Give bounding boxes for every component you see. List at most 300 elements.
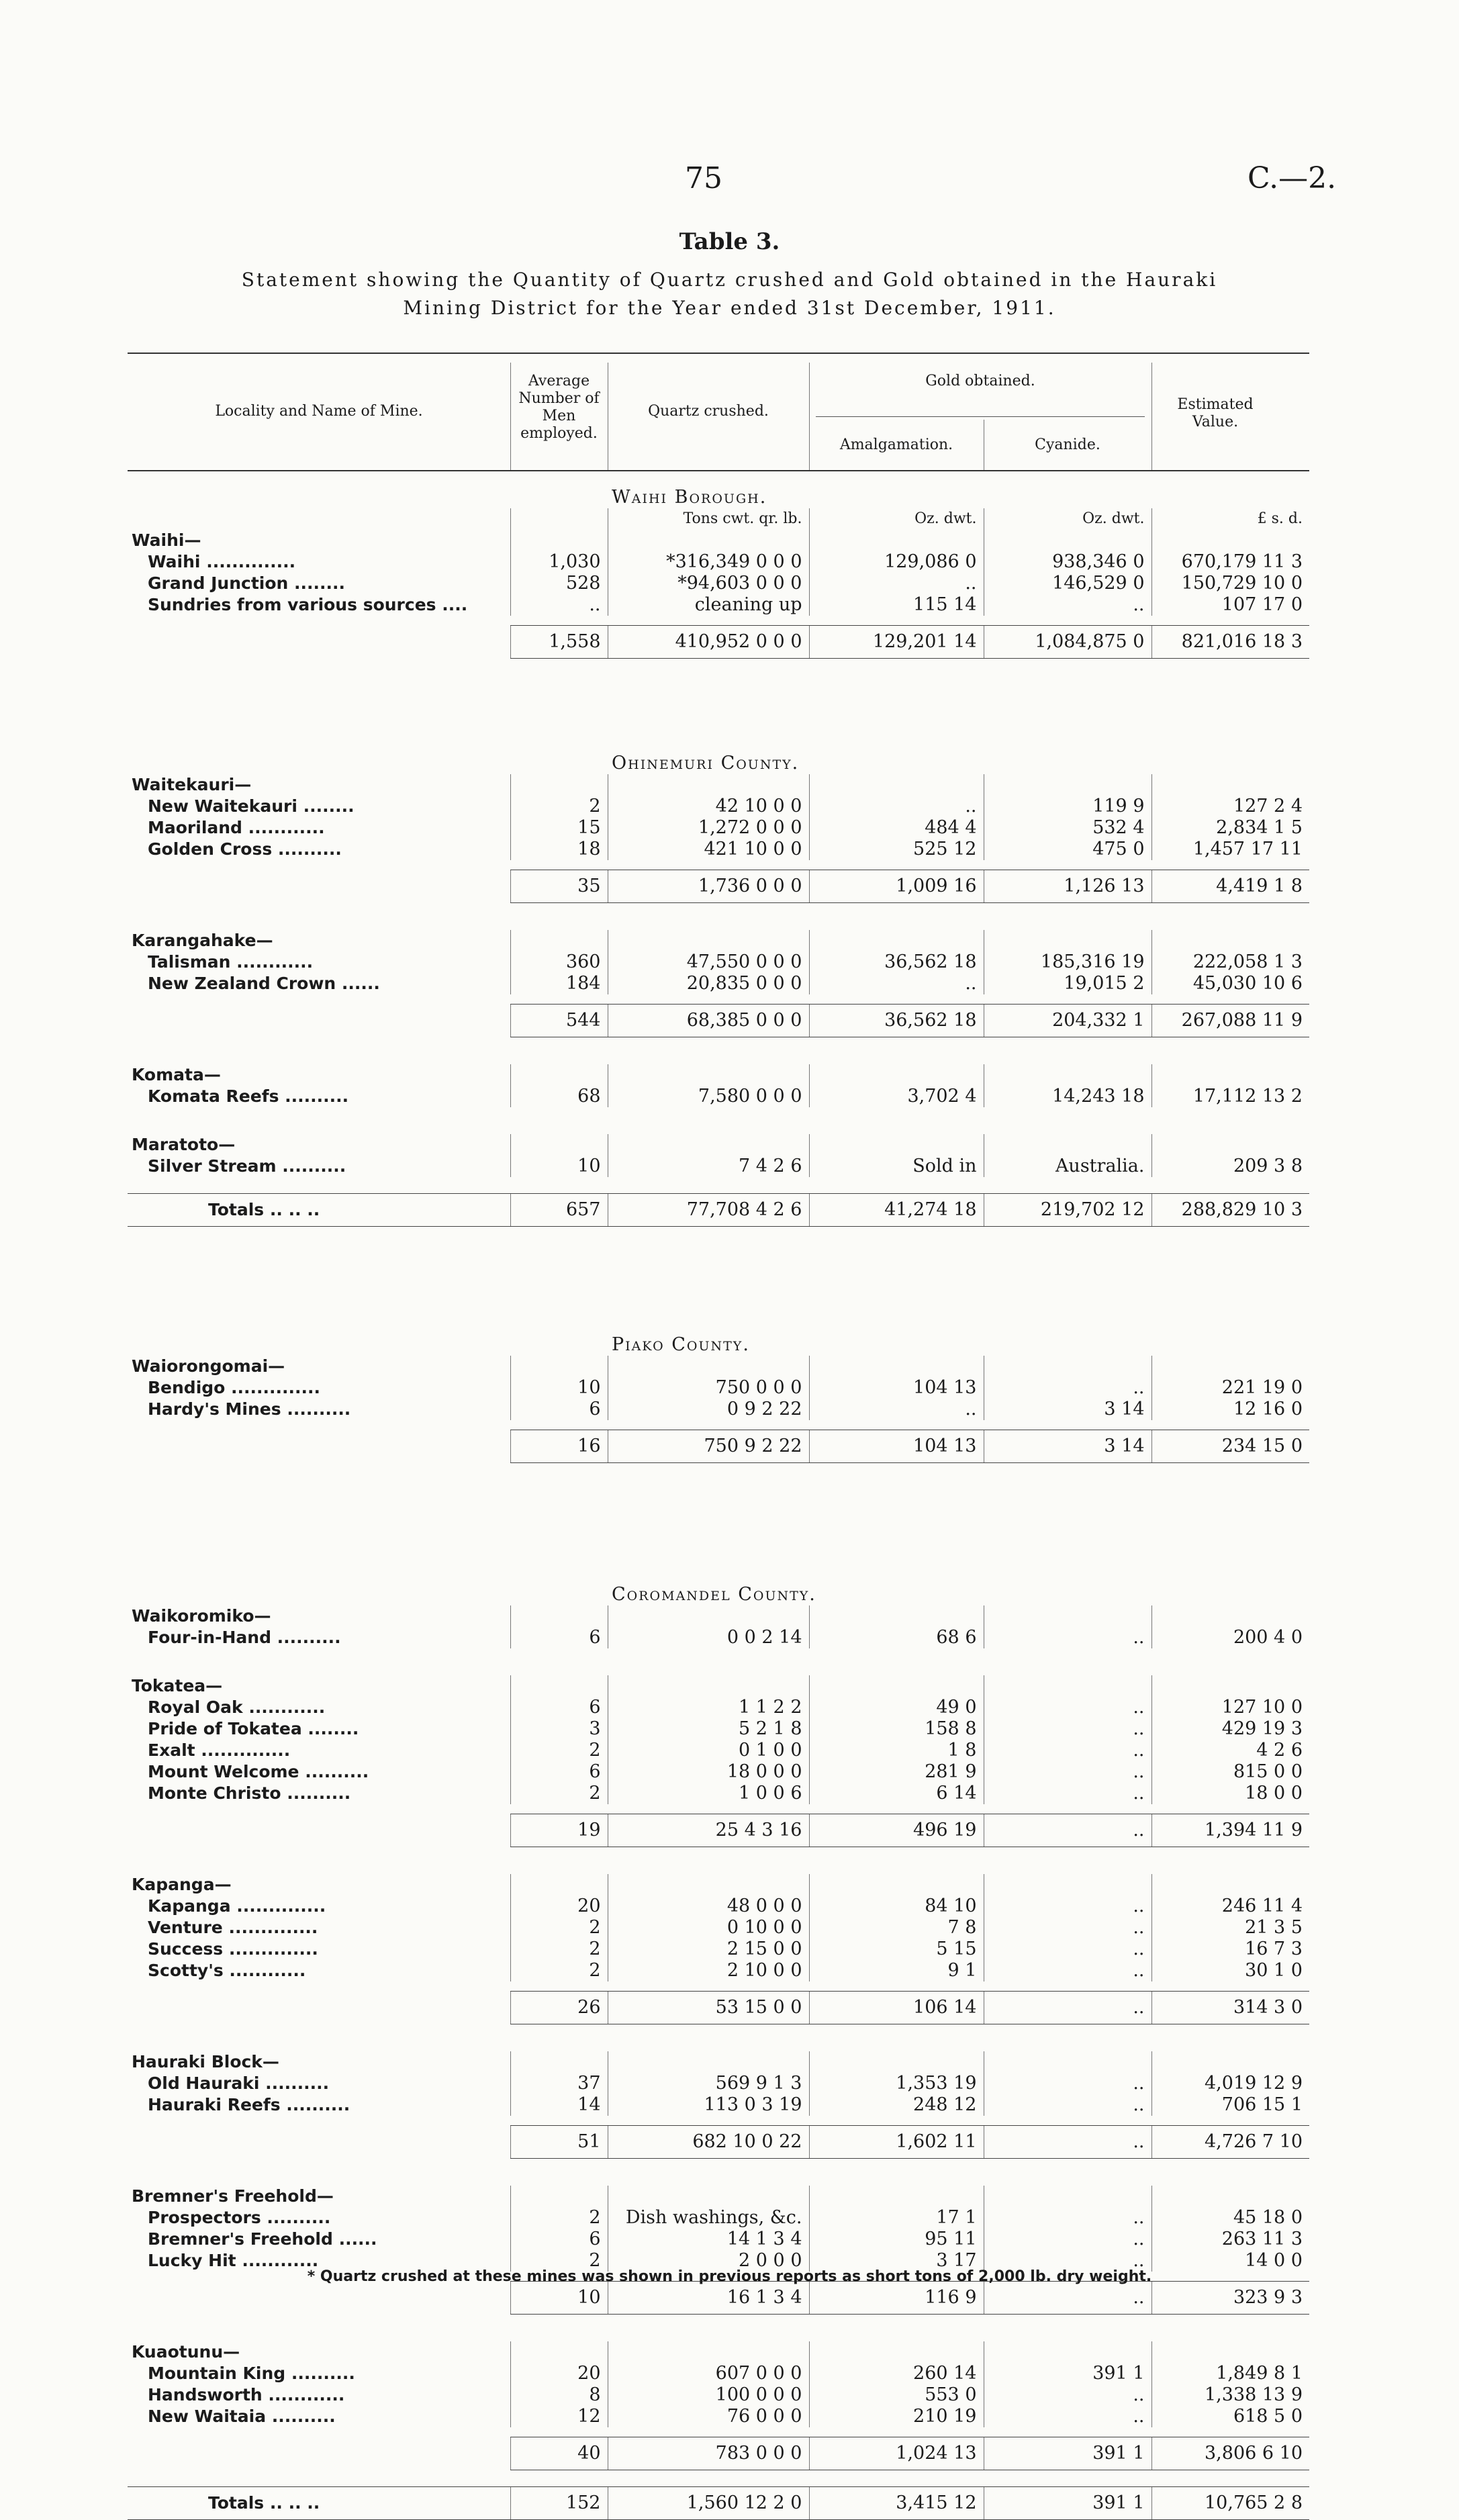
men-cell: 1,030 (510, 551, 608, 573)
spacer-row (128, 1107, 1309, 1134)
blank (809, 2051, 984, 2073)
blank (510, 2051, 608, 2073)
blank (984, 1605, 1151, 1627)
amalgamation-cell: 17 1 (809, 2207, 984, 2229)
county-spacer (1151, 1334, 1309, 1356)
men-cell: 2 (510, 1740, 608, 1761)
quartz-cell: 113 0 3 19 (608, 2094, 809, 2116)
blank (608, 1874, 809, 1896)
mine-row (128, 1740, 1309, 1761)
blank (984, 2051, 1151, 2073)
men-cell: 19 (510, 1814, 608, 1847)
amalgamation-cell: 7 8 (809, 1917, 984, 1939)
subtotal-row (128, 626, 1309, 659)
amalgamation-cell: .. (809, 973, 984, 994)
men-cell: 37 (510, 2073, 608, 2094)
mine-name: New Waitekauri ........ (148, 796, 355, 816)
county-spacer (128, 487, 510, 508)
value-cell: 45 18 0 (1151, 2207, 1309, 2229)
cyanide-cell: .. (984, 1740, 1151, 1761)
value-cell: 12 16 0 (1151, 1399, 1309, 1420)
blank (608, 2341, 809, 2363)
amalgamation-cell: 496 19 (809, 1814, 984, 1847)
mine-name: Handsworth ............ (148, 2385, 345, 2405)
spacer-cell (128, 2470, 1309, 2487)
mine-name: Hauraki Reefs .......... (148, 2095, 350, 2114)
statement-line-1: Statement showing the Quantity of Quartz crushed and Gold obtained in the Hauraki (241, 269, 1218, 291)
blank (1151, 2051, 1309, 2073)
blank (608, 1605, 809, 1627)
locality-row (128, 930, 1309, 951)
blank (809, 930, 984, 951)
spacer-cell (128, 1847, 1309, 1875)
amalgamation-cell: 1,024 13 (809, 2437, 984, 2470)
spacer-cell (128, 1981, 1309, 1992)
blank (1151, 1605, 1309, 1627)
blank (510, 1356, 608, 1377)
mine-row (128, 2207, 1309, 2229)
header-gold-rule (816, 416, 1145, 417)
quartz-cell: 1,560 12 2 0 (608, 2487, 809, 2520)
men-cell: 2 (510, 1783, 608, 1804)
men-cell: 10 (510, 2282, 608, 2315)
units-cyanide: Oz. dwt. (984, 508, 1151, 530)
blank (1151, 1356, 1309, 1377)
county-spacer (128, 1334, 510, 1356)
table-body (128, 487, 1309, 2520)
blank (984, 2341, 1151, 2363)
county-spacer (510, 487, 608, 508)
spacer-cell (128, 1037, 1309, 1065)
men-cell: 16 (510, 1430, 608, 1463)
cyanide-cell: 938,346 0 (984, 551, 1151, 573)
men-cell: 20 (510, 2363, 608, 2384)
cyanide-cell: .. (984, 1939, 1151, 1960)
spacer-cell (128, 1463, 1309, 1585)
subtotal-row (128, 1992, 1309, 2024)
amalgamation-cell: 129,086 0 (809, 551, 984, 573)
county-heading: Coromandel County. (612, 1584, 816, 1605)
blank (1151, 1874, 1309, 1896)
header-locality: Locality and Name of Mine. (215, 403, 423, 420)
value-cell: 429 19 3 (1151, 1718, 1309, 1740)
amalgamation-cell: 553 0 (809, 2384, 984, 2406)
header-quartz: Quartz crushed. (648, 403, 769, 420)
subtotal-row (128, 2126, 1309, 2159)
mine-name: Kapanga .............. (148, 1896, 326, 1916)
spacer-row (128, 903, 1309, 931)
cyanide-cell: .. (984, 2282, 1151, 2315)
value-cell: 4 2 6 (1151, 1740, 1309, 1761)
spacer-cell (128, 2116, 1309, 2126)
mine-row (128, 2073, 1309, 2094)
mine-row (128, 1783, 1309, 1804)
locality-label: Tokatea— (132, 1676, 223, 1695)
amalgamation-cell: 36,562 18 (809, 951, 984, 973)
blank (809, 1675, 984, 1697)
value-cell: 1,849 8 1 (1151, 2363, 1309, 2384)
cyanide-cell: 3 14 (984, 1399, 1151, 1420)
locality-label: Waihi— (132, 530, 201, 550)
quartz-cell: 14 1 3 4 (608, 2229, 809, 2250)
spacer-row (128, 1648, 1309, 1675)
mine-row (128, 1960, 1309, 1981)
locality-row (128, 2341, 1309, 2363)
men-cell: 6 (510, 1697, 608, 1718)
mine-row (128, 551, 1309, 573)
quartz-cell: Dish washings, &c. (608, 2207, 809, 2229)
county-spacer (510, 753, 608, 774)
header-average-men: Average Number of Men employed. (518, 373, 600, 442)
value-cell: 150,729 10 0 (1151, 573, 1309, 594)
totals-label: Totals .. .. .. (128, 2487, 510, 2520)
totals-label: Totals .. .. .. (128, 1194, 510, 1227)
value-cell: 10,765 2 8 (1151, 2487, 1309, 2520)
county-spacer (984, 1584, 1151, 1605)
cyanide-cell: 204,332 1 (984, 1005, 1151, 1037)
totals-row (128, 1194, 1309, 1227)
spacer-cell (128, 659, 1309, 753)
men-cell: .. (510, 594, 608, 616)
men-cell: 6 (510, 1627, 608, 1648)
men-cell: 657 (510, 1194, 608, 1227)
locality-label: Maratoto— (132, 1135, 236, 1154)
cyanide-cell: 475 0 (984, 839, 1151, 860)
value-cell: 815 0 0 (1151, 1761, 1309, 1783)
value-cell: 4,019 12 9 (1151, 2073, 1309, 2094)
spacer-row (128, 1847, 1309, 1875)
amalgamation-cell: 3,702 4 (809, 1086, 984, 1107)
cyanide-cell: .. (984, 2207, 1151, 2229)
value-cell: 221 19 0 (1151, 1377, 1309, 1399)
cyanide-cell: .. (984, 1896, 1151, 1917)
subtotal-label (128, 1992, 510, 2024)
quartz-cell: 1 0 0 6 (608, 1783, 809, 1804)
quartz-cell: 2 10 0 0 (608, 1960, 809, 1981)
men-cell: 18 (510, 839, 608, 860)
amalgamation-cell: 281 9 (809, 1761, 984, 1783)
mine-name: Sundries from various sources .... (148, 595, 468, 614)
cyanide-cell: .. (984, 1377, 1151, 1399)
blank (1151, 530, 1309, 551)
blank (510, 2341, 608, 2363)
cyanide-cell: .. (984, 1917, 1151, 1939)
value-cell: 222,058 1 3 (1151, 951, 1309, 973)
cyanide-cell: .. (984, 2406, 1151, 2427)
cyanide-cell: 391 1 (984, 2363, 1151, 2384)
spacer-row (128, 994, 1309, 1005)
men-cell: 35 (510, 870, 608, 903)
men-cell: 2 (510, 2207, 608, 2229)
mine-row (128, 1627, 1309, 1648)
locality-row (128, 1874, 1309, 1896)
spacer-row (128, 616, 1309, 626)
value-cell: 3,806 6 10 (1151, 2437, 1309, 2470)
county-heading-row (128, 487, 1309, 508)
amalgamation-cell: 1 8 (809, 1740, 984, 1761)
header-bottom-rule (128, 470, 1309, 471)
mine-name: Venture .............. (148, 1918, 318, 1937)
value-cell: 14 0 0 (1151, 2250, 1309, 2272)
gold-statement-table (128, 487, 1309, 2520)
amalgamation-cell: 3,415 12 (809, 2487, 984, 2520)
spacer-row (128, 2470, 1309, 2487)
men-cell: 26 (510, 1992, 608, 2024)
men-cell: 3 (510, 1718, 608, 1740)
blank (984, 2186, 1151, 2207)
blank (984, 1675, 1151, 1697)
mine-name: Waihi .............. (148, 552, 296, 571)
value-cell: 4,419 1 8 (1151, 870, 1309, 903)
quartz-cell: 7 4 2 6 (608, 1156, 809, 1177)
mine-name: Komata Reefs .......... (148, 1086, 349, 1106)
county-heading-row (128, 753, 1309, 774)
spacer-row (128, 1463, 1309, 1585)
cyanide-cell: .. (984, 1627, 1151, 1648)
amalgamation-cell: 5 15 (809, 1939, 984, 1960)
mine-row (128, 573, 1309, 594)
mine-name: Golden Cross .......... (148, 839, 342, 859)
blank (1151, 2341, 1309, 2363)
mine-name: Pride of Tokatea ........ (148, 1719, 359, 1738)
men-cell: 2 (510, 1960, 608, 1981)
quartz-cell: 0 10 0 0 (608, 1917, 809, 1939)
locality-label: Komata— (132, 1065, 221, 1084)
blank (510, 930, 608, 951)
blank (510, 1064, 608, 1086)
blank (984, 1064, 1151, 1086)
spacer-row (128, 659, 1309, 753)
county-heading: Waihi Borough. (612, 487, 767, 508)
value-cell: 21 3 5 (1151, 1917, 1309, 1939)
locality-row (128, 2186, 1309, 2207)
locality-row (128, 1356, 1309, 1377)
blank (809, 1356, 984, 1377)
amalgamation-cell: 248 12 (809, 2094, 984, 2116)
locality-row (128, 1064, 1309, 1086)
amalgamation-cell: 116 9 (809, 2282, 984, 2315)
cyanide-cell: .. (984, 1960, 1151, 1981)
mine-name: Prospectors .......... (148, 2208, 331, 2227)
amalgamation-cell: 1,009 16 (809, 870, 984, 903)
spacer-cell (128, 1420, 1309, 1430)
amalgamation-cell: 115 14 (809, 594, 984, 616)
quartz-cell: 42 10 0 0 (608, 796, 809, 817)
cyanide-cell: 185,316 19 (984, 951, 1151, 973)
mine-name: Success .............. (148, 1939, 318, 1959)
header-top-rule (128, 353, 1309, 354)
mine-name: Exalt .............. (148, 1740, 291, 1760)
spacer-cell (128, 1648, 1309, 1675)
footnote: * Quartz crushed at these mines was shown in previous reports as short tons of 2,000 lb. dry weight. (307, 2268, 1152, 2285)
value-cell: 706 15 1 (1151, 2094, 1309, 2116)
blank (809, 1064, 984, 1086)
quartz-cell: 0 9 2 22 (608, 1399, 809, 1420)
mine-row (128, 951, 1309, 973)
quartz-cell: 1 1 2 2 (608, 1697, 809, 1718)
value-cell: 314 3 0 (1151, 1992, 1309, 2024)
men-cell: 152 (510, 2487, 608, 2520)
spacer-cell (128, 1177, 1309, 1194)
cyanide-cell: 146,529 0 (984, 573, 1151, 594)
blank (1151, 930, 1309, 951)
amalgamation-cell: 525 12 (809, 839, 984, 860)
mine-row (128, 1156, 1309, 1177)
blank (608, 2186, 809, 2207)
amalgamation-cell: 41,274 18 (809, 1194, 984, 1227)
spacer-row (128, 2024, 1309, 2052)
county-spacer (984, 1334, 1151, 1356)
subtotal-label (128, 2282, 510, 2315)
value-cell: 18 0 0 (1151, 1783, 1309, 1804)
quartz-cell: 18 0 0 0 (608, 1761, 809, 1783)
men-cell: 544 (510, 1005, 608, 1037)
mine-name: Royal Oak ............ (148, 1697, 326, 1717)
spacer-cell (128, 1804, 1309, 1814)
value-cell: 45,030 10 6 (1151, 973, 1309, 994)
amalgamation-cell: 260 14 (809, 2363, 984, 2384)
locality-label: Waiorongomai— (132, 1356, 285, 1376)
locality-label: Hauraki Block— (132, 2052, 279, 2071)
locality-row (128, 774, 1309, 796)
mine-row (128, 1377, 1309, 1399)
value-cell: 1,457 17 11 (1151, 839, 1309, 860)
men-cell: 10 (510, 1377, 608, 1399)
cyanide-cell: 14,243 18 (984, 1086, 1151, 1107)
cyanide-cell: 532 4 (984, 817, 1151, 839)
blank (608, 1675, 809, 1697)
amalgamation-cell: 1,353 19 (809, 2073, 984, 2094)
quartz-cell: cleaning up (608, 594, 809, 616)
blank (510, 1134, 608, 1156)
quartz-cell: 1,736 0 0 0 (608, 870, 809, 903)
value-cell: 618 5 0 (1151, 2406, 1309, 2427)
mine-row (128, 2094, 1309, 2116)
mine-name: Scotty's ............ (148, 1961, 306, 1980)
men-cell: 8 (510, 2384, 608, 2406)
blank (510, 774, 608, 796)
cyanide-cell: .. (984, 1814, 1151, 1847)
mine-row (128, 2229, 1309, 2250)
blank (984, 1356, 1151, 1377)
subtotal-row (128, 1814, 1309, 1847)
men-cell: 2 (510, 796, 608, 817)
men-cell: 51 (510, 2126, 608, 2159)
blank (1151, 1134, 1309, 1156)
subtotal-row (128, 2437, 1309, 2470)
quartz-cell: 2 15 0 0 (608, 1939, 809, 1960)
blank (608, 530, 809, 551)
spacer-cell (128, 994, 1309, 1005)
value-cell: 670,179 11 3 (1151, 551, 1309, 573)
units-quartz: Tons cwt. qr. lb. (608, 508, 809, 530)
cyanide-cell: .. (984, 1783, 1151, 1804)
mine-name: New Zealand Crown ...... (148, 974, 380, 993)
blank (608, 774, 809, 796)
county-spacer (1151, 487, 1309, 508)
county-spacer (1151, 1584, 1309, 1605)
quartz-cell: 410,952 0 0 0 (608, 626, 809, 659)
value-cell: 200 4 0 (1151, 1627, 1309, 1648)
value-cell: 1,394 11 9 (1151, 1814, 1309, 1847)
value-cell: 2,834 1 5 (1151, 817, 1309, 839)
spacer-cell (128, 616, 1309, 626)
cyanide-cell: .. (984, 594, 1151, 616)
quartz-cell: 20,835 0 0 0 (608, 973, 809, 994)
subtotal-label (128, 626, 510, 659)
mine-name: Old Hauraki .......... (148, 2073, 330, 2093)
county-heading: Ohinemuri County. (612, 753, 800, 774)
subtotal-label (128, 870, 510, 903)
mine-name: Talisman ............ (148, 952, 314, 972)
cyanide-cell: .. (984, 2094, 1151, 2116)
blank (1151, 2186, 1309, 2207)
spacer-row (128, 2116, 1309, 2126)
cyanide-cell: .. (984, 1697, 1151, 1718)
cyanide-cell: Australia. (984, 1156, 1151, 1177)
spacer-row (128, 1227, 1309, 1335)
quartz-cell: 0 0 2 14 (608, 1627, 809, 1648)
mine-row (128, 1399, 1309, 1420)
men-cell: 1,558 (510, 626, 608, 659)
mine-name: Bremner's Freehold ...... (148, 2229, 377, 2249)
units-value: £ s. d. (1151, 508, 1309, 530)
quartz-cell: 750 9 2 22 (608, 1430, 809, 1463)
value-cell: 821,016 18 3 (1151, 626, 1309, 659)
county-spacer (510, 1334, 608, 1356)
header-gold-obtained: Gold obtained. (925, 373, 1035, 389)
cyanide-cell: .. (984, 2229, 1151, 2250)
amalgamation-cell: 3 17 (809, 2250, 984, 2272)
mine-name: Bendigo .............. (148, 1378, 321, 1397)
men-cell: 12 (510, 2406, 608, 2427)
value-cell: 209 3 8 (1151, 1156, 1309, 1177)
mine-name: Mountain King .......... (148, 2364, 355, 2383)
blank (510, 2186, 608, 2207)
cyanide-cell: 391 1 (984, 2487, 1151, 2520)
county-spacer (984, 753, 1151, 774)
value-cell: 4,726 7 10 (1151, 2126, 1309, 2159)
blank (809, 1605, 984, 1627)
amalgamation-cell: 106 14 (809, 1992, 984, 2024)
mine-row (128, 817, 1309, 839)
amalgamation-cell: 129,201 14 (809, 626, 984, 659)
spacer-cell (128, 1107, 1309, 1134)
subtotal-label (128, 2437, 510, 2470)
blank (608, 930, 809, 951)
blank (1151, 1675, 1309, 1697)
quartz-cell: 16 1 3 4 (608, 2282, 809, 2315)
value-cell: 127 2 4 (1151, 796, 1309, 817)
quartz-cell: 76 0 0 0 (608, 2406, 809, 2427)
mine-row (128, 594, 1309, 616)
amalgamation-cell: .. (809, 1399, 984, 1420)
blank (510, 530, 608, 551)
quartz-cell: 7,580 0 0 0 (608, 1086, 809, 1107)
cyanide-cell: .. (984, 2126, 1151, 2159)
cyanide-cell: 219,702 12 (984, 1194, 1151, 1227)
mine-row (128, 1917, 1309, 1939)
value-cell: 17,112 13 2 (1151, 1086, 1309, 1107)
county-heading-row (128, 1584, 1309, 1605)
blank (984, 1874, 1151, 1896)
county-spacer (128, 1584, 510, 1605)
county-spacer (510, 1584, 608, 1605)
mine-name: Grand Junction ........ (148, 573, 346, 593)
mine-row (128, 839, 1309, 860)
spacer-cell (128, 860, 1309, 870)
mine-name: Four-in-Hand .......... (148, 1628, 341, 1647)
